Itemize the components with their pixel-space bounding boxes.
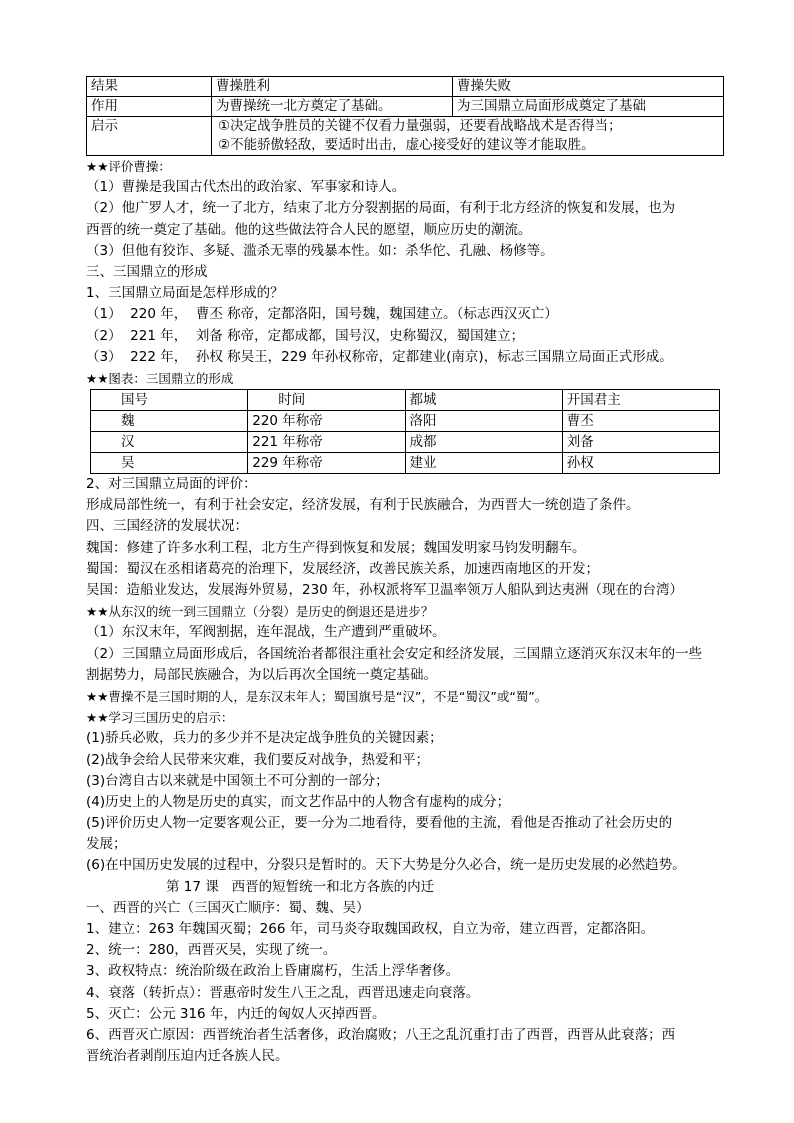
- paragraph: 蜀国：蜀汉在丞相诸葛亮的治理下，发展经济，改善民族关系，加速西南地区的开发；: [86, 560, 599, 577]
- list-item: 2、统一：280，西晋灭吴，实现了统一。: [86, 942, 337, 959]
- table-cell: 结果: [87, 77, 212, 97]
- insight-cell: [212, 117, 724, 156]
- section-heading: ★★学习三国历史的启示：: [86, 710, 234, 726]
- table-cell: 魏: [91, 411, 248, 432]
- table-row: [91, 453, 720, 474]
- table-row: [87, 97, 724, 117]
- table-cell: 221 年称帝: [248, 432, 405, 453]
- paragraph: 割据势力，局部民族融合，为以后再次全国统一奠定基础。: [86, 666, 437, 683]
- column-header: 时间: [248, 390, 405, 411]
- section-heading: 一、西晋的兴亡（三国灭亡顺序：蜀、魏、吴）: [86, 899, 370, 916]
- table-cell: 为三国鼎立局面形成奠定了基础: [453, 97, 724, 117]
- list-item: 1、建立：263 年魏国灭蜀；266 年，司马炎夺取魏国政权，自立为帝，建立西晋，定都洛阳。: [86, 921, 655, 937]
- list-item: (4)历史上的人物是历史的真实，而文艺作品中的人物含有虚构的成分；: [86, 793, 511, 810]
- chart-title: ★★图表：三国鼎立的形成: [86, 370, 234, 386]
- question: 2、对三国鼎立局面的评价：: [86, 476, 257, 493]
- table-cell: 成都: [405, 432, 562, 453]
- table-cell: 229 年称帝: [248, 453, 405, 474]
- table-cell: 吴: [91, 453, 248, 474]
- list-item: （3） 222 年， 孙权 称吴王，229 年孙权称帝，定都建业(南京)，标志三国鼎立局面正式形成。: [86, 348, 673, 365]
- insight-line: ②不能骄傲轻敌，要适时出击，虚心接受好的建议等才能取胜。: [218, 137, 595, 153]
- table-cell: 建业: [405, 453, 562, 474]
- paragraph: （2）三国鼎立局面形成后，各国统治者都很注重社会安定和经济发展，三国鼎立逐消灭东汉末年的一些: [86, 645, 703, 662]
- paragraph: 魏国：修建了许多水利工程，北方生产得到恢复和发展；魏国发明家马钧发明翻车。: [86, 539, 586, 556]
- paragraph: （1）东汉末年，军阀割据，连年混战，生产遭到严重破坏。: [86, 624, 446, 641]
- paragraph: 吴国：造船业发达，发展海外贸易，230 年，孙权派将军卫温率领万人船队到达夷洲（现在的台湾）: [86, 582, 684, 598]
- column-header: 都城: [405, 390, 562, 411]
- table-header-row: [91, 390, 720, 411]
- table-cell: 曹操失败: [453, 77, 724, 97]
- list-item: 晋统治者剥削压迫内迁各族人民。: [86, 1048, 289, 1065]
- paragraph: （3）但他有狡诈、多疑、滥杀无辜的残暴本性。如：杀华佗、孔融、杨修等。: [86, 242, 554, 259]
- column-header: 国号: [91, 390, 248, 411]
- list-item: (2)战争会给人民带来灾难，我们要反对战争，热爱和平；: [86, 751, 430, 768]
- list-item: （2） 221 年， 刘备 称帝，定都成都，国号汉，史称蜀汉，蜀国建立；: [86, 327, 525, 344]
- table-cell: 曹丕: [562, 411, 719, 432]
- section-heading: 四、三国经济的发展状况：: [86, 518, 248, 535]
- column-header: 开国君主: [562, 390, 719, 411]
- note: ★★曹操不是三国时期的人，是东汉末年人；蜀国旗号是“汉”，不是“蜀汉”或“蜀”。: [86, 688, 548, 704]
- paragraph: （2）他广罗人才，统一了北方，结束了北方分裂割据的局面，有利于北方经济的恢复和发展，也为: [86, 200, 676, 217]
- list-item: 6、西晋灭亡原因：西晋统治者生活奢侈，政治腐败；八王之乱沉重打击了西晋，西晋从此衰落；西: [86, 1026, 676, 1043]
- question: 1、三国鼎立局面是怎样形成的？: [86, 285, 284, 302]
- table-row: [87, 117, 724, 156]
- list-item: (5)评价历史人物一定要客观公正，要一分为二地看待，要看他的主流，看他是否推动了社会历史的: [86, 815, 673, 832]
- section-heading: ★★评价曹操：: [86, 159, 171, 174]
- list-item: （1） 220 年， 曹丕 称帝，定都洛阳，国号魏，魏国建立。（标志西汉灭亡）: [86, 306, 558, 323]
- insight-line: ①决定战争胜员的关键不仅看力量强弱，还要看战略战术是否得当；: [218, 118, 622, 134]
- lesson-heading: 第 17 课 西晋的短暂统一和北方各族的内迁: [166, 878, 435, 895]
- table-cell: 为曹操统一北方奠定了基础。: [212, 97, 453, 117]
- battle-comparison-table: [86, 76, 724, 156]
- table-cell: 220 年称帝: [248, 411, 405, 432]
- list-item: 4、衰落（转折点）：晋惠帝时发生八王之乱，西晋迅速走向衰落。: [86, 984, 480, 1001]
- table-row: [91, 411, 720, 432]
- list-item: (6)在中国历史发展的过程中，分裂只是暂时的。天下大势是分久必合，统一是历史发展的必然趋势。: [86, 857, 686, 874]
- table-cell: 曹操胜利: [212, 77, 453, 97]
- table-row: [91, 432, 720, 453]
- list-item: (1)骄兵必败，兵力的多少并不是决定战争胜负的关键因素；: [86, 730, 443, 747]
- table-cell: 汉: [91, 432, 248, 453]
- question: ★★从东汉的统一到三国鼎立（分裂）是历史的倒退还是进步？: [86, 604, 434, 620]
- paragraph: （1）曹操是我国古代杰出的政治家、军事家和诗人。: [86, 179, 406, 196]
- list-item: 5、灭亡：公元 316 年，内迁的匈奴人灭掉西晋。: [86, 1005, 386, 1022]
- table-cell: 作用: [87, 97, 212, 117]
- table-row: [87, 77, 724, 97]
- table-cell: 启示: [87, 117, 212, 156]
- document-page: [86, 76, 726, 1067]
- section-heading: 三、三国鼎立的形成: [86, 263, 208, 280]
- list-item: (3)台湾自古以来就是中国领土不可分割的一部分；: [86, 772, 389, 789]
- table-cell: 孙权: [562, 453, 719, 474]
- three-kingdoms-table: [90, 389, 720, 474]
- list-item: 发展；: [86, 836, 127, 853]
- paragraph: 形成局部性统一，有利于社会安定，经济发展，有利于民族融合，为西晋大一统创造了条件。: [86, 497, 640, 514]
- table-cell: 洛阳: [405, 411, 562, 432]
- list-item: 3、政权特点：统治阶级在政治上昏庸腐朽，生活上浮华奢侈。: [86, 963, 460, 980]
- table-cell: 刘备: [562, 432, 719, 453]
- paragraph: 西晋的统一奠定了基础。他的这些做法符合人民的愿望，顺应历史的潮流。: [86, 221, 532, 238]
